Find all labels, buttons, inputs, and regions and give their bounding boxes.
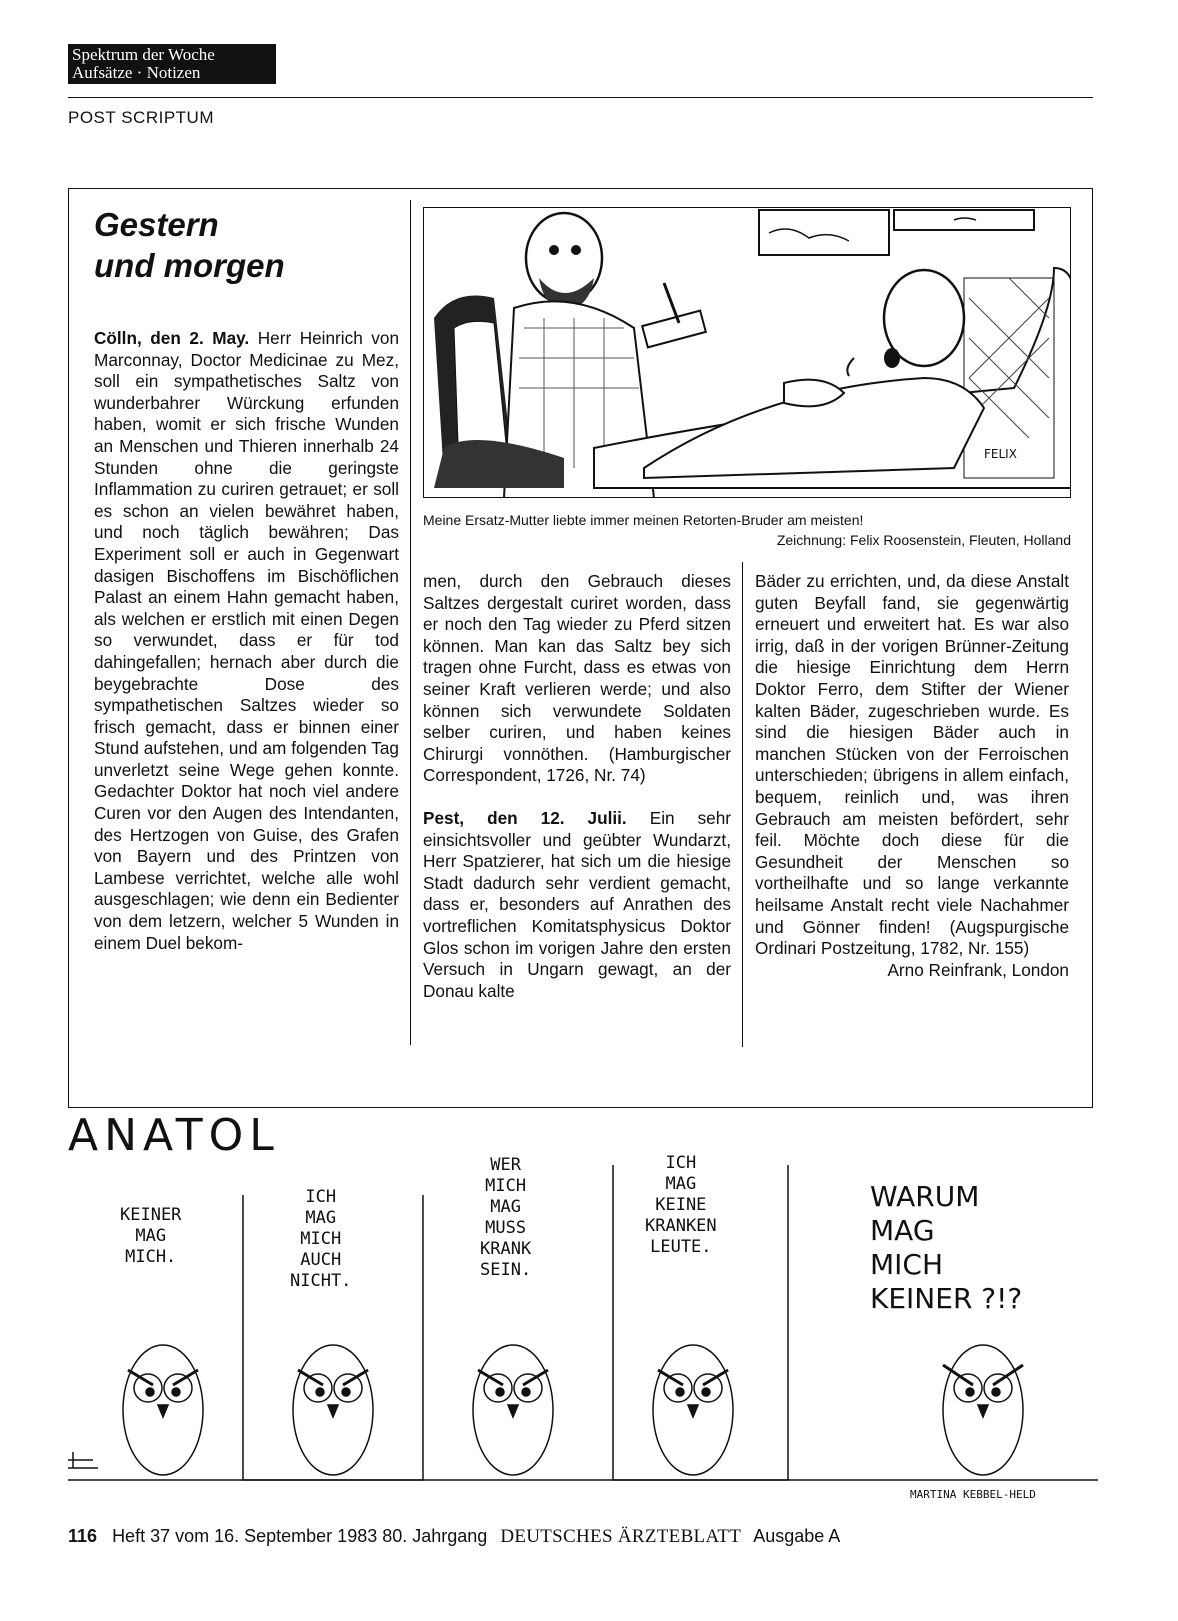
caption-line1: Meine Ersatz-Mutter liebte immer meinen Retorten-Bruder am meisten!	[423, 512, 864, 528]
speech-panel-3: WER MICH MAG MUSS KRANK SEIN.	[480, 1155, 532, 1280]
speech-panel-5: WARUM MAG MICH KEINER ?!?	[870, 1180, 1023, 1315]
article-column-3	[755, 571, 1069, 981]
cartoon-illustration	[423, 207, 1071, 498]
article-column-2	[423, 571, 731, 1002]
masthead	[68, 44, 276, 84]
masthead-line2: Aufsätze · Notizen	[72, 63, 201, 82]
section-label: POST SCRIPTUM	[68, 108, 214, 127]
page-number: 116	[68, 1526, 98, 1546]
journal-name: DEUTSCHES ÄRZTEBLATT	[500, 1526, 742, 1547]
dateline: Pest, den 12. Julii.	[423, 807, 627, 828]
edition: Ausgabe A	[753, 1526, 841, 1546]
issue-info: Heft 37 vom 16. September 1983 80. Jahrgang	[112, 1526, 488, 1546]
comic-title: ANATOL	[68, 1110, 280, 1161]
article-title-line1: Gestern	[94, 206, 219, 243]
cartoon-caption	[423, 510, 1071, 550]
comic-signature: MARTINA KEBBEL-HELD	[910, 1488, 1036, 1501]
cartoon-drawing	[424, 208, 1071, 498]
speech-panel-2: ICH MAG MICH AUCH NICHT.	[290, 1187, 352, 1291]
column-rule	[410, 200, 411, 1045]
speech-panel-4: ICH MAG KEINE KRANKEN LEUTE.	[645, 1153, 717, 1257]
dateline: Cölln, den 2. May.	[94, 328, 250, 348]
paragraph-text: Bäder zu errichten, und, da diese Anstalt guten Beyfall fand, sie gegenwärtig erneuert und erweitert hat. Es war also irrig, daß in der vorigen Brünner-Zeitung die hiesige Einrichtung dem Herrn Doktor Ferro, dem Stifter der Wiener kalten Bäder, zugeschrieben wurde. Es sind die hiesigen Bäder auch in manchen Stücken von der Ferroischen unterschieden; übrigens in allem einfach, bequem, reinlich und, was ihren Gebrauch am meisten befördert, sehr feil. Möchte doch diese für die Gesundheit der Menschen so vortheilhafte und so lange verkannte heilsame Anstalt recht viele Nachahmer und Gönner finden! (Augspurgische Ordinari Postzeitung, 1782, Nr. 155)	[755, 571, 1069, 959]
paragraph-text: Herr Heinrich von Marconnay, Doctor Medicinae zu Mez, soll ein sympathetisches Saltz von wunderbahrer Würckung erfunden haben, womit er sich frische Wunden an Menschen und Thieren innerhalb 24 Stunden ohne die geringste Inflammation zu curiren getrauet; er soll es schon an vielen bewähret haben, und noch täglich bewähren; Das Experiment soll er auch in Gegenwart dasigen Bischoffens im Bischöflichen Palast an einem Hahn gemacht haben, als welchen er erstlich mit einen Degen so verwundet, dass er für tod dahingefallen; hernach aber durch die beygebrachte Dose des sympathetischen Saltzes wieder so frisch gemacht, dass er binnen einer Stund aufstehen, und am folgenden Tag unverletzt seine Wege gehen konnte. Gedachter Doktor hat noch viel andere Curen vor den Augen des Intendanten, des Hertzogen von Guise, des Grafen von Bayern und des Printzen von Lambese verrichtet, welche alle wohl ausgeschlagen; wie denn ein Bedienter von dem letzern, welcher 5 Wunden in einem Duel bekom-	[94, 328, 400, 953]
artist-mark: FELIX	[984, 447, 1017, 461]
page-footer	[68, 1526, 840, 1548]
speech-panel-1: KEINER MAG MICH.	[120, 1205, 182, 1267]
masthead-line1: Spektrum der Woche	[72, 45, 215, 64]
article-paragraph	[423, 808, 731, 1002]
paragraph-text: Ein sehr einsichtsvoller und geübter Wundarzt, Herr Spatzierer, hat sich um die hiesige Stadt dadurch sehr verdient gemacht, dass er, besonders auf Anrathen des vortreflichen Komitatsphysicus Doktor Glos schon im vorigen Jahre den ersten Versuch in Ungarn gewagt, an der Donau kalte	[423, 807, 732, 1001]
caption-credit: Zeichnung: Felix Roosenstein, Fleuten, Holland	[776, 532, 1071, 548]
paragraph-text: men, durch den Gebrauch dieses Saltzes dergestalt curiret worden, dass er noch den Tag wieder zu Pferd sitzen können. Man kan das Saltz bey sich tragen ohne Furcht, dass es etwas von seiner Kraft verlieren werde; und also können sich verwundete Soldaten selber curiren, und haben keines Chirurgi vonnöthen. (Hamburgischer Correspondent, 1726, Nr. 74)	[423, 571, 731, 786]
column-rule	[742, 562, 743, 1047]
article-paragraph	[94, 328, 399, 954]
header-rule	[68, 97, 1093, 98]
author-signature: Arno Reinfrank, London	[887, 959, 1069, 980]
article-title	[94, 204, 394, 286]
article-title-line2: und morgen	[94, 247, 285, 284]
article-column-1	[94, 328, 399, 954]
